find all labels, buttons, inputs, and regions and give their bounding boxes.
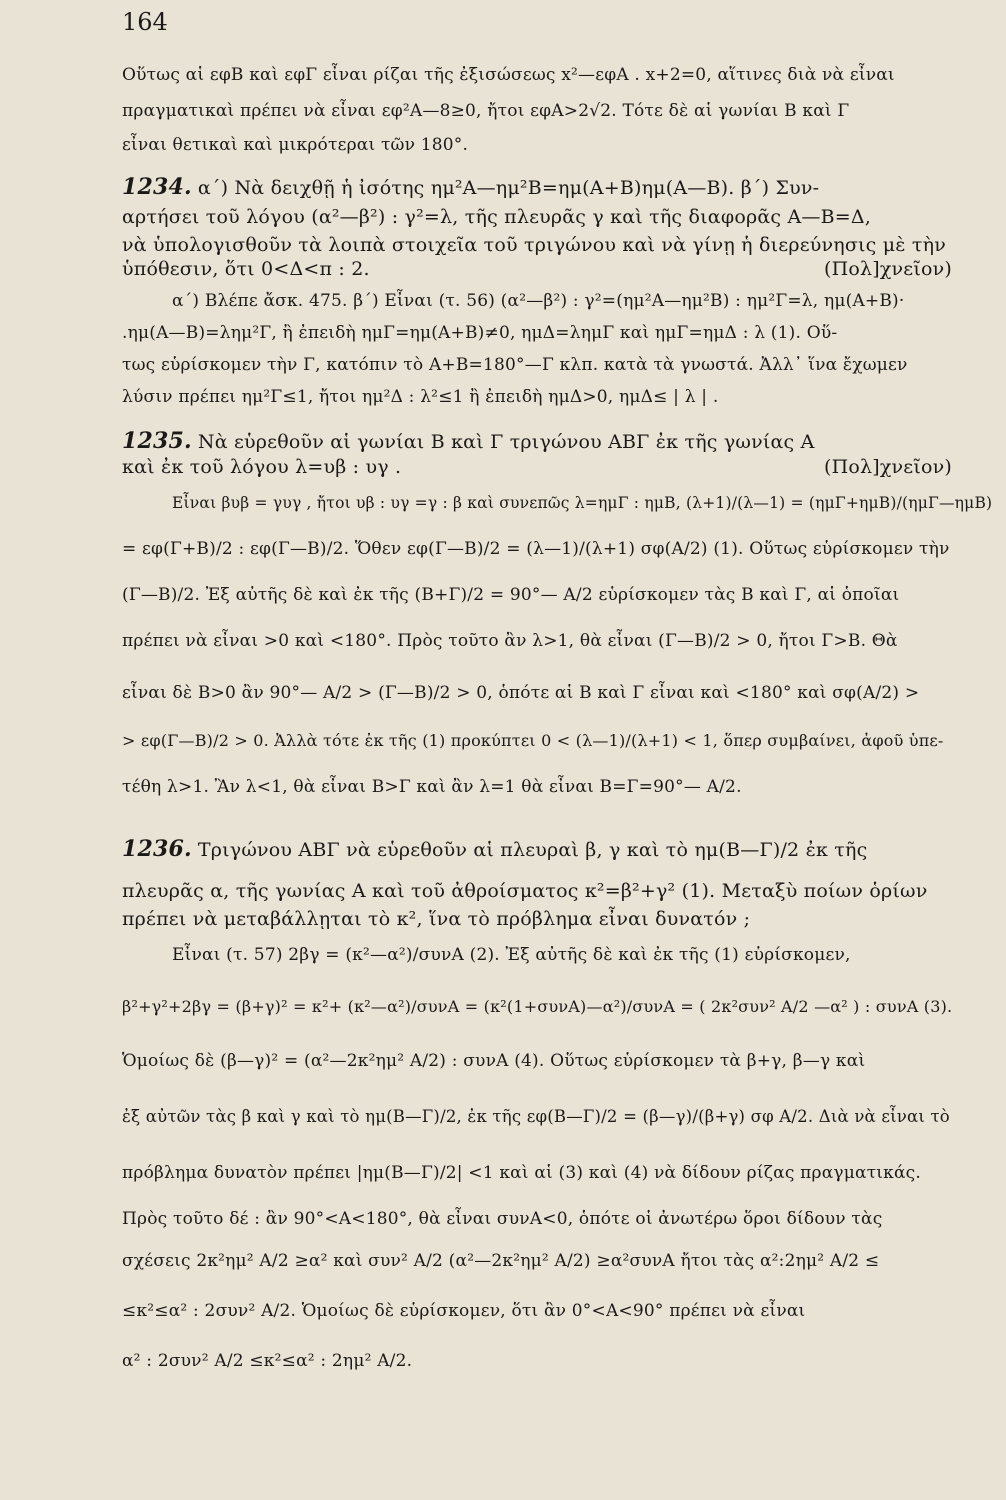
text-line: εἶναι δὲ Β>0 ἂν 90°— Α/2 > (Γ—Β)/2 > 0, ὁπότε αἱ Β καὶ Γ εἶναι καὶ <180° καὶ σφ(Α/2) > <box>122 683 920 703</box>
text-line-with-attribution <box>122 456 952 478</box>
text-line: λύσιν πρέπει ημ²Γ≤1, ἤτοι ημ²Δ : λ²≤1 ἢ ἐπειδὴ ημΔ>0, ημΔ≤ | λ | . <box>122 387 719 407</box>
problem-heading <box>122 430 952 453</box>
text-line: πρέπει νὰ μεταβάλλῃται τὸ κ², ἵνα τὸ πρόβλημα εἶναι δυνατόν ; <box>122 908 751 930</box>
text-line: τέθη λ>1. Ἂν λ<1, θὰ εἶναι Β>Γ καὶ ἂν λ=1 θὰ εἶναι Β=Γ=90°— Α/2. <box>122 777 742 797</box>
text-line: > εφ(Γ—Β)/2 > 0. Ἀλλὰ τότε ἐκ τῆς (1) προκύπτει 0 < (λ—1)/(λ+1) < 1, ὅπερ συμβαίνει, ἀφοῦ ὑπε- <box>122 731 944 750</box>
text-line: καὶ ἐκ τοῦ λόγου λ=υβ : υγ . <box>122 456 402 478</box>
problem-number: 1234. <box>122 174 192 200</box>
text-line: πλευρᾶς α, τῆς γωνίας Α καὶ τοῦ ἀθροίσματος κ²=β²+γ² (1). Μεταξὺ ποίων ὁρίων <box>122 880 928 902</box>
text-line: Ὁμοίως δὲ (β—γ)² = (α²—2κ²ημ² Α/2) : συνΑ (4). Οὕτως εὑρίσκομεν τὰ β+γ, β—γ καὶ <box>122 1051 866 1071</box>
attribution: (Πολ]χνεῖον) <box>823 456 952 478</box>
text-line: ὑπόθεσιν, ὅτι 0<Δ<π : 2. <box>122 258 370 280</box>
text-line: νὰ ὑπολογισθοῦν τὰ λοιπὰ στοιχεῖα τοῦ τριγώνου καὶ νὰ γίνῃ ἡ διερεύνησις μὲ τὴν <box>122 234 946 256</box>
text-line: Τριγώνου ΑΒΓ νὰ εὑρεθοῦν αἱ πλευραὶ β, γ καὶ τὸ ημ(Β—Γ)/2 ἐκ τῆς <box>197 839 868 861</box>
problem-number: 1235. <box>122 428 192 454</box>
text-line: ≤κ²≤α² : 2συν² Α/2. Ὁμοίως δὲ εὑρίσκομεν, ὅτι ἂν 0°<Α<90° πρέπει νὰ εἶναι <box>122 1301 806 1321</box>
text-line: σχέσεις 2κ²ημ² Α/2 ≥α² καὶ συν² Α/2 (α²—2κ²ημ² Α/2) ≥α²συνΑ ἤτοι τὰς α²:2ημ² Α/2 ≤ <box>122 1251 880 1271</box>
text-line: πρέπει νὰ εἶναι >0 καὶ <180°. Πρὸς τοῦτο ἂν λ>1, θὰ εἶναι (Γ—Β)/2 > 0, ἤτοι Γ>Β. Θὰ <box>122 631 898 651</box>
text-line-with-attribution <box>122 258 952 280</box>
page-number: 164 <box>122 8 168 36</box>
text-line: Πρὸς τοῦτο δέ : ἂν 90°<Α<180°, θὰ εἶναι συνΑ<0, ὁπότε οἱ ἀνωτέρω ὅροι δίδουν τὰς <box>122 1209 883 1229</box>
text-line: πρόβλημα δυνατὸν πρέπει |ημ(Β—Γ)/2| <1 καὶ αἱ (3) καὶ (4) νὰ δίδουν ρίζας πραγματικάς. <box>122 1163 922 1183</box>
text-line: πραγματικαὶ πρέπει νὰ εἶναι εφ²Α—8≥0, ἤτοι εφΑ>2√2. Τότε δὲ αἱ γωνίαι Β καὶ Γ <box>122 101 850 121</box>
problem-heading <box>122 176 952 199</box>
text-line: τως εὑρίσκομεν τὴν Γ, κατόπιν τὸ Α+Β=180°—Γ κλπ. κατὰ τὰ γνωστά. Ἀλλ᾽ ἵνα ἔχωμεν <box>122 355 908 375</box>
text-line: Οὕτως αἱ εφΒ καὶ εφΓ εἶναι ρίζαι τῆς ἐξισώσεως x²—εφΑ . x+2=0, αἵτινες διὰ νὰ εἶναι <box>122 65 895 85</box>
text-line: Εἶναι βυβ = γυγ , ἤτοι υβ : υγ =γ : β καὶ συνεπῶς λ=ημΓ : ημΒ, (λ+1)/(λ—1) = (ημΓ+ημΒ)/(ημΓ—ημΒ) <box>172 494 993 512</box>
text-line: εἶναι θετικαὶ καὶ μικρότεραι τῶν 180°. <box>122 135 469 155</box>
attribution: (Πολ]χνεῖον) <box>823 258 952 280</box>
text-line: .ημ(Α—Β)=λημ²Γ, ἢ ἐπειδὴ ημΓ=ημ(Α+Β)≠0, ημΔ=λημΓ καὶ ημΓ=ημΔ : λ (1). Οὕ- <box>122 323 838 343</box>
text-line: Νὰ εὑρεθοῦν αἱ γωνίαι Β καὶ Γ τριγώνου ΑΒΓ ἐκ τῆς γωνίας Α <box>197 431 815 453</box>
problem-number: 1236. <box>122 836 192 862</box>
text-line: α΄) Νὰ δειχθῇ ἡ ἰσότης ημ²Α—ημ²Β=ημ(Α+Β)ημ(Α—Β). β΄) Συν- <box>197 177 820 199</box>
text-line: α² : 2συν² Α/2 ≤κ²≤α² : 2ημ² Α/2. <box>122 1351 413 1371</box>
text-line: αρτήσει τοῦ λόγου (α²—β²) : γ²=λ, τῆς πλευρᾶς γ καὶ τῆς διαφορᾶς Α—Β=Δ, <box>122 206 872 228</box>
text-line: (Γ—Β)/2. Ἐξ αὐτῆς δὲ καὶ ἐκ τῆς (Β+Γ)/2 = 90°— Α/2 εὑρίσκομεν τὰς Β καὶ Γ, αἱ ὁποῖαι <box>122 585 900 605</box>
text-line: β²+γ²+2βγ = (β+γ)² = κ²+ (κ²—α²)/συνΑ = (κ²(1+συνΑ)—α²)/συνΑ = ( 2κ²συν² Α/2 —α² ) : συνΑ (3). <box>122 997 953 1016</box>
text-line: Εἶναι (τ. 57) 2βγ = (κ²—α²)/συνΑ (2). Ἐξ αὐτῆς δὲ καὶ ἐκ τῆς (1) εὑρίσκομεν, <box>172 945 851 965</box>
text-line: ἐξ αὐτῶν τὰς β καὶ γ καὶ τὸ ημ(Β—Γ)/2, ἐκ τῆς εφ(Β—Γ)/2 = (β—γ)/(β+γ) σφ Α/2. Διὰ νὰ εἶναι τὸ <box>122 1107 950 1126</box>
text-line: α΄) Βλέπε ἄσκ. 475. β΄) Εἶναι (τ. 56) (α²—β²) : γ²=(ημ²Α—ημ²Β) : ημ²Γ=λ, ημ(Α+Β)· <box>172 291 905 311</box>
problem-heading <box>122 838 952 861</box>
text-line: = εφ(Γ+Β)/2 : εφ(Γ—Β)/2. Ὅθεν εφ(Γ—Β)/2 = (λ—1)/(λ+1) σφ(Α/2) (1). Οὕτως εὑρίσκομεν τὴν <box>122 539 950 559</box>
